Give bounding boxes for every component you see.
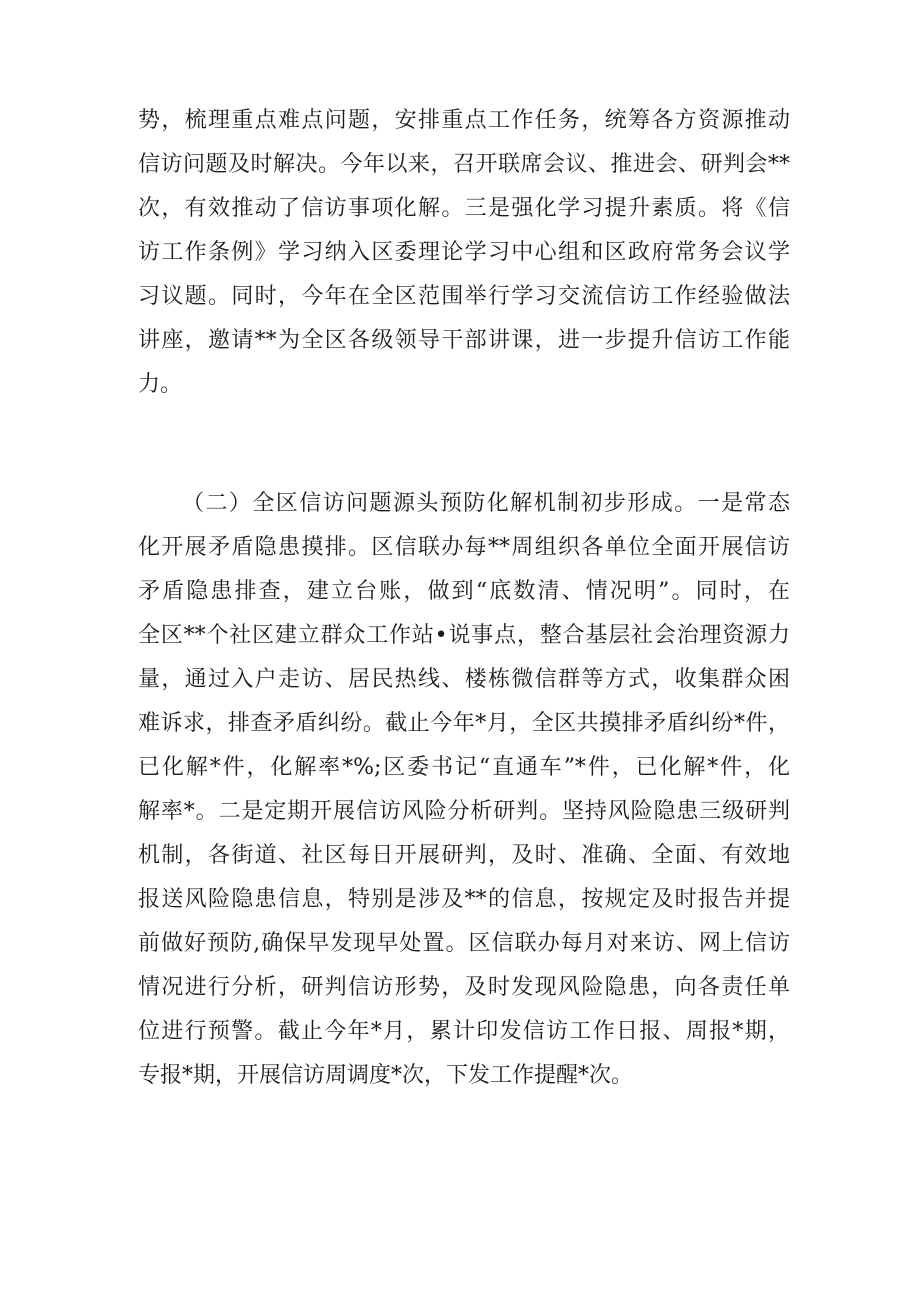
text-line: 专报*期，开展信访周调度*次，下发工作提醒*次。 (138, 1063, 634, 1088)
text-line: 信访问题及时解决。今年以来，召开联席会议、推进会、研判会** (138, 152, 790, 177)
text-line: 势，梳理重点难点问题，安排重点工作任务，统筹各方资源推动 (138, 108, 790, 133)
text-line: 情况进行分析，研判信访形势，及时发现风险隐患，向各责任单 (138, 975, 790, 1000)
text-line: 矛盾隐患排查，建立台账，做到“底数清、情况明”。同时，在 (138, 579, 790, 604)
text-line: 已化解*件，化解率*%;区委书记“直通车”*件，已化解*件，化 (138, 755, 790, 780)
text-line: 习议题。同时，今年在全区范围举行学习交流信访工作经验做法 (138, 284, 790, 309)
text-line: 前做好预防,确保早发现早处置。区信联办每月对来访、网上信访 (138, 931, 790, 956)
text-line: 报送风险隐患信息，特别是涉及**的信息，按规定及时报告并提 (138, 887, 790, 912)
text-line: 量，通过入户走访、居民热线、楼栋微信群等方式，收集群众困 (138, 667, 790, 692)
text-line: 次，有效推动了信访事项化解。三是强化学习提升素质。将《信 (138, 196, 790, 221)
text-line: 解率*。二是定期开展信访风险分析研判。坚持风险隐患三级研判 (138, 799, 790, 824)
paragraph-1 (138, 99, 790, 407)
text-line: 讲座，邀请**为全区各级领导干部讲课，进一步提升信访工作能 (138, 328, 790, 353)
text-line: 力。 (138, 372, 183, 397)
text-line: 访工作条例》学习纳入区委理论学习中心组和区政府常务会议学 (138, 240, 790, 265)
text-line: （二）全区信访问题源头预防化解机制初步形成。一是常态 (182, 491, 790, 516)
paragraph-2 (138, 482, 790, 1098)
text-line: 化开展矛盾隐患摸排。区信联办每**周组织各单位全面开展信访 (138, 535, 790, 560)
text-line: 位进行预警。截止今年*月，累计印发信访工作日报、周报*期， (138, 1019, 790, 1044)
text-line: 难诉求，排查矛盾纠纷。截止今年*月，全区共摸排矛盾纠纷*件， (138, 711, 790, 736)
text-line: 全区**个社区建立群众工作站•说事点，整合基层社会治理资源力 (138, 623, 790, 648)
text-line: 机制，各街道、社区每日开展研判，及时、准确、全面、有效地 (138, 843, 790, 868)
